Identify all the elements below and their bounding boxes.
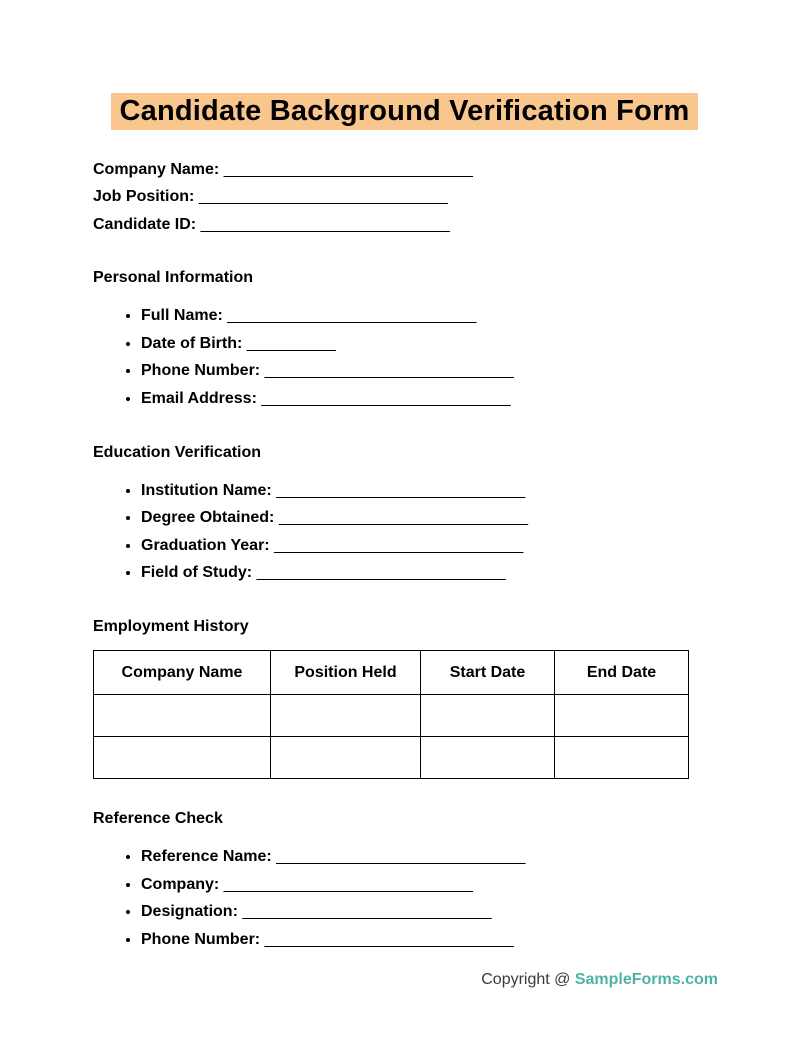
field-blank: ____________________________ — [223, 160, 473, 178]
item-label: Full Name: — [141, 307, 223, 325]
field-label: Job Position: — [93, 188, 195, 206]
field-candidate-id — [93, 211, 716, 239]
item-label: Date of Birth: — [141, 334, 243, 352]
item-blank: ____________________________ — [274, 536, 524, 554]
item-label: Designation: — [141, 903, 238, 921]
list-item-date-of-birth — [141, 330, 716, 358]
table-header-position-held: Position Held — [271, 651, 421, 695]
field-company-name — [93, 156, 716, 184]
top-fields-block — [93, 156, 716, 239]
list-item-reference-phone-number — [141, 926, 716, 954]
item-blank: ____________________________ — [227, 307, 477, 325]
item-blank: ____________________________ — [264, 930, 514, 948]
item-label: Phone Number: — [141, 930, 261, 948]
item-blank: ____________________________ — [242, 903, 492, 921]
table-header-end-date: End Date — [555, 651, 689, 695]
table-cell — [421, 737, 555, 779]
item-label: Degree Obtained: — [141, 509, 275, 527]
list-item-field-of-study — [141, 559, 716, 587]
item-blank: ____________________________ — [223, 875, 473, 893]
field-label: Company Name: — [93, 160, 220, 178]
table-row — [94, 737, 689, 779]
item-label: Company: — [141, 875, 220, 893]
table-header-company-name: Company Name — [94, 651, 271, 695]
footer — [481, 971, 718, 989]
table-cell — [94, 737, 271, 779]
list-item-institution-name — [141, 477, 716, 505]
field-blank: ____________________________ — [200, 215, 450, 233]
personal-information-list — [93, 302, 716, 412]
list-item-phone-number — [141, 357, 716, 385]
list-item-reference-name — [141, 843, 716, 871]
section-heading-education-verification: Education Verification — [93, 443, 262, 461]
list-item-email-address — [141, 385, 716, 413]
page-title: Candidate Background Verification Form — [111, 93, 699, 130]
item-blank: ____________________________ — [261, 390, 511, 408]
item-label: Field of Study: — [141, 564, 253, 582]
education-verification-list — [93, 477, 716, 587]
list-item-designation — [141, 898, 716, 926]
item-label: Email Address: — [141, 390, 257, 408]
item-blank: __________ — [246, 334, 336, 352]
field-blank: ____________________________ — [198, 188, 448, 206]
table-cell — [421, 695, 555, 737]
list-item-degree-obtained — [141, 504, 716, 532]
section-heading-reference-check: Reference Check — [93, 810, 223, 828]
item-blank: ____________________________ — [264, 362, 514, 380]
field-label: Candidate ID: — [93, 215, 197, 233]
copyright-text: Copyright @ — [481, 971, 575, 988]
table-cell — [555, 737, 689, 779]
item-blank: ____________________________ — [256, 564, 506, 582]
list-item-graduation-year — [141, 532, 716, 560]
brand-link[interactable]: SampleForms.com — [574, 971, 718, 988]
table-header-row — [94, 651, 689, 695]
table-cell — [271, 695, 421, 737]
reference-check-list — [93, 843, 716, 953]
item-blank: ____________________________ — [276, 848, 526, 866]
table-header-start-date: Start Date — [421, 651, 555, 695]
list-item-reference-company — [141, 871, 716, 899]
item-label: Graduation Year: — [141, 536, 270, 554]
table-cell — [271, 737, 421, 779]
title-container — [63, 93, 746, 130]
table-cell — [94, 695, 271, 737]
employment-history-table — [93, 650, 689, 779]
table-cell — [555, 695, 689, 737]
list-item-full-name — [141, 302, 716, 330]
item-blank: ____________________________ — [276, 481, 526, 499]
section-heading-personal-information: Personal Information — [93, 269, 254, 287]
item-label: Institution Name: — [141, 481, 272, 499]
table-row — [94, 695, 689, 737]
field-job-position — [93, 183, 716, 211]
section-heading-employment-history: Employment History — [93, 618, 249, 636]
item-label: Reference Name: — [141, 848, 272, 866]
item-blank: ____________________________ — [278, 509, 528, 527]
item-label: Phone Number: — [141, 362, 261, 380]
